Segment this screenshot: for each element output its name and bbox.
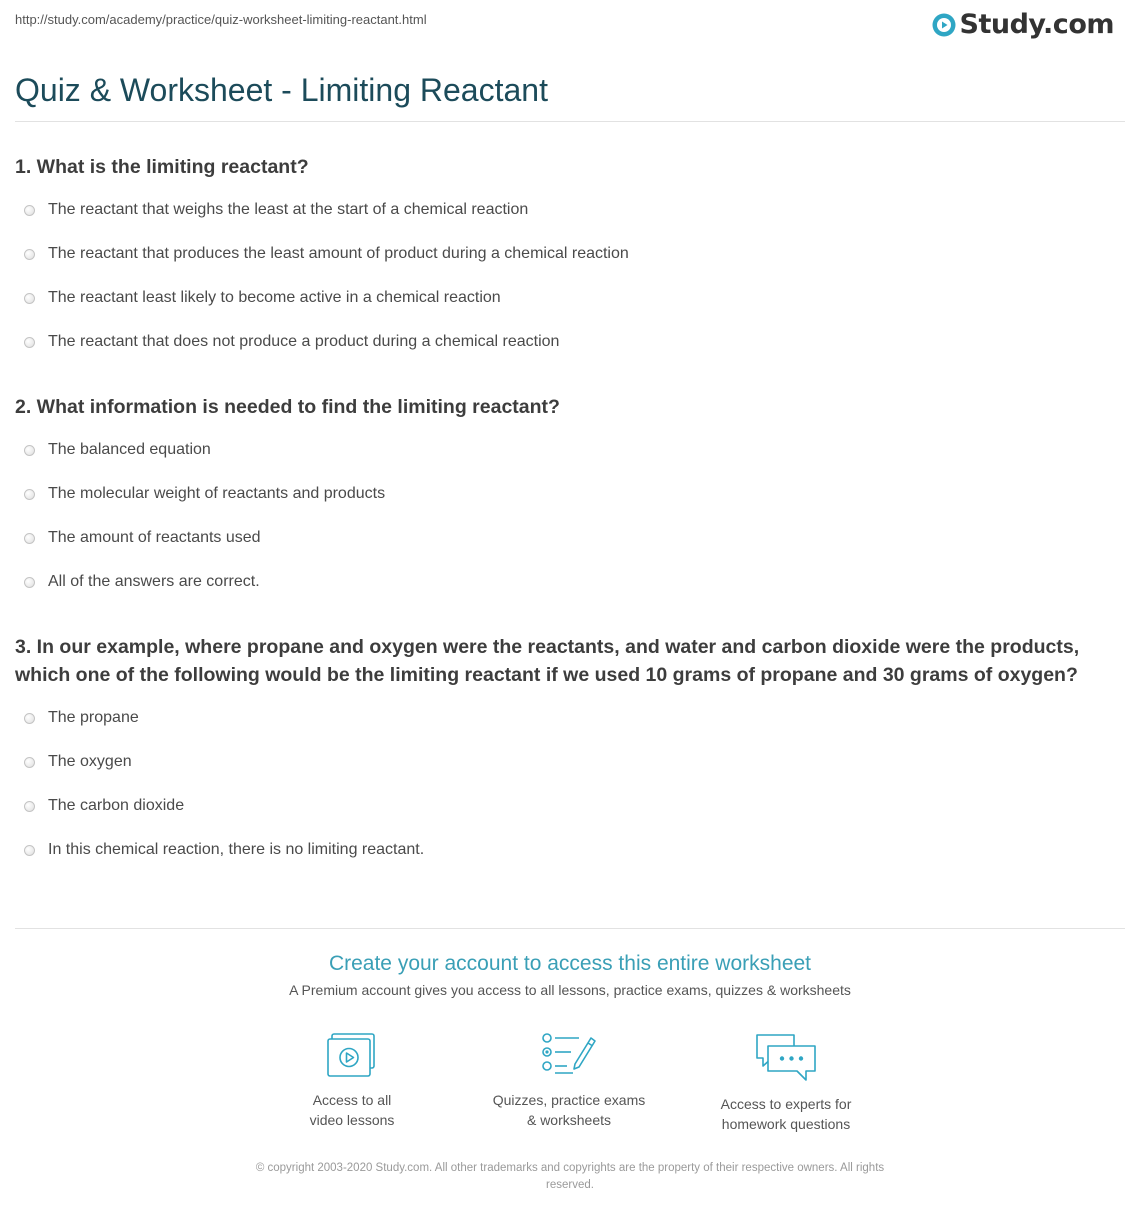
answer-option[interactable] <box>15 320 1115 364</box>
premium-description: A Premium account gives you access to all lessons, practice exams, quizzes & worksheets <box>289 982 851 998</box>
option-label: In this chemical reaction, there is no limiting reactant. <box>48 841 425 858</box>
quiz-checklist-icon <box>541 1032 597 1078</box>
option-label: The reactant that weighs the least at the start of a chemical reaction <box>48 201 529 218</box>
option-label: The reactant that produces the least amount of product during a chemical reaction <box>48 245 629 262</box>
feature-label: Access to all video lessons <box>309 1092 395 1128</box>
option-label: The oxygen <box>48 753 132 770</box>
feature-label: Access to experts for homework questions <box>720 1096 852 1132</box>
option-label: The balanced equation <box>48 441 211 458</box>
answer-option[interactable] <box>15 828 1115 872</box>
feature-experts <box>686 1032 886 1134</box>
page-title: Quiz & Worksheet - Limiting Reactant <box>15 72 548 108</box>
radio-button[interactable] <box>24 845 35 856</box>
question-text: 2. What information is needed to find the limiting reactant? <box>15 396 560 418</box>
radio-button[interactable] <box>24 337 35 348</box>
radio-button[interactable] <box>24 801 35 812</box>
answer-option[interactable] <box>15 472 1115 516</box>
answer-option[interactable] <box>15 740 1115 784</box>
video-lessons-icon <box>326 1032 378 1078</box>
question-1 <box>15 153 1115 364</box>
title-divider <box>15 121 1125 122</box>
copyright-notice: © copyright 2003-2020 Study.com. All other trademarks and copyrights are the property of their respective owners. All rights reserved. <box>255 1162 885 1191</box>
study-logo[interactable] <box>932 8 1114 42</box>
radio-button[interactable] <box>24 577 35 588</box>
page-url: http://study.com/academy/practice/quiz-worksheet-limiting-reactant.html <box>15 12 427 27</box>
radio-button[interactable] <box>24 249 35 260</box>
option-label: The reactant that does not produce a product during a chemical reaction <box>48 333 560 350</box>
radio-button[interactable] <box>24 293 35 304</box>
logo-text: Study.com <box>959 9 1114 40</box>
answer-option[interactable] <box>15 232 1115 276</box>
question-3 <box>15 633 1115 872</box>
radio-button[interactable] <box>24 205 35 216</box>
answer-option[interactable] <box>15 560 1115 604</box>
option-label: The amount of reactants used <box>48 529 261 546</box>
play-circle-icon <box>932 13 956 37</box>
answer-option[interactable] <box>15 696 1115 740</box>
radio-button[interactable] <box>24 445 35 456</box>
question-text: 1. What is the limiting reactant? <box>15 156 309 178</box>
chat-bubbles-icon <box>754 1032 818 1082</box>
answer-options <box>15 696 1115 872</box>
answer-option[interactable] <box>15 428 1115 472</box>
option-label: The carbon dioxide <box>48 797 185 814</box>
radio-button[interactable] <box>24 713 35 724</box>
radio-button[interactable] <box>24 757 35 768</box>
option-label: The molecular weight of reactants and products <box>48 485 386 502</box>
radio-button[interactable] <box>24 489 35 500</box>
feature-video-lessons <box>252 1032 452 1130</box>
answer-option[interactable] <box>15 784 1115 828</box>
cta-divider <box>15 928 1125 929</box>
answer-options <box>15 428 1115 604</box>
option-label: The propane <box>48 709 139 726</box>
option-label: The reactant least likely to become active in a chemical reaction <box>48 289 501 306</box>
answer-option[interactable] <box>15 516 1115 560</box>
option-label: All of the answers are correct. <box>48 573 260 590</box>
question-2 <box>15 393 1115 604</box>
question-text: 3. In our example, where propane and oxygen were the reactants, and water and carbon dioxide were the products, which one of the following would be the limiting reactant if we used 10 grams of propane and 30 grams of oxygen? <box>15 636 1080 686</box>
radio-button[interactable] <box>24 533 35 544</box>
answer-option[interactable] <box>15 188 1115 232</box>
create-account-link[interactable]: Create your account to access this entire worksheet <box>328 952 812 975</box>
feature-quizzes <box>469 1032 669 1130</box>
answer-options <box>15 188 1115 364</box>
answer-option[interactable] <box>15 276 1115 320</box>
feature-label: Quizzes, practice exams & worksheets <box>492 1092 646 1128</box>
